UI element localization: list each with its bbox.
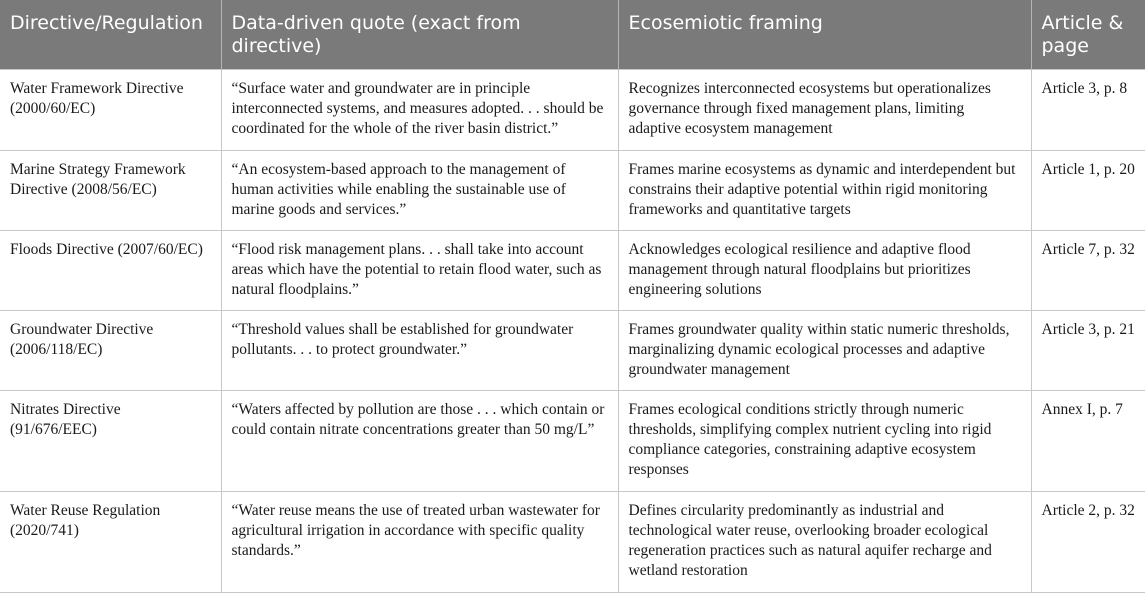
cell-framing: Frames groundwater quality within static numeric thresholds, marginalizing dynamic ecological processes and adaptive groundwater management	[618, 311, 1031, 391]
cell-article: Article 7, p. 32	[1031, 231, 1145, 311]
header-directive: Directive/Regulation	[0, 0, 221, 70]
header-framing: Ecosemiotic framing	[618, 0, 1031, 70]
cell-article: Article 2, p. 32	[1031, 492, 1145, 593]
cell-quote: “Threshold values shall be established for groundwater pollutants. . . to protect groundwater.”	[221, 311, 618, 391]
header-row	[0, 0, 1145, 70]
table-row	[0, 231, 1145, 311]
header-quote: Data-driven quote (exact from directive)	[221, 0, 618, 70]
table-row	[0, 391, 1145, 492]
cell-quote: “Flood risk management plans. . . shall take into account areas which have the potential to retain flood water, such as natural floodplains.”	[221, 231, 618, 311]
header-article: Article & page	[1031, 0, 1145, 70]
cell-framing: Defines circularity predominantly as industrial and technological water reuse, overlooking broader ecological regeneration practices such as natural aquifer recharge and wetland restoration	[618, 492, 1031, 593]
cell-framing: Recognizes interconnected ecosystems but operationalizes governance through fixed management plans, limiting adaptive ecosystem management	[618, 70, 1031, 151]
cell-quote: “Surface water and groundwater are in principle interconnected systems, and measures adopted. . . should be coordinated for the whole of the river basin district.”	[221, 70, 618, 151]
cell-directive: Groundwater Directive (2006/118/EC)	[0, 311, 221, 391]
cell-directive: Nitrates Directive (91/676/EEC)	[0, 391, 221, 492]
cell-framing: Frames marine ecosystems as dynamic and interdependent but constrains their adaptive potential within rigid monitoring frameworks and quantitative targets	[618, 151, 1031, 231]
cell-article: Article 3, p. 21	[1031, 311, 1145, 391]
cell-quote: “Waters affected by pollution are those . . . which contain or could contain nitrate concentrations greater than 50 mg/L”	[221, 391, 618, 492]
cell-directive: Floods Directive (2007/60/EC)	[0, 231, 221, 311]
cell-article: Annex I, p. 7	[1031, 391, 1145, 492]
table-body	[0, 70, 1145, 593]
cell-article: Article 3, p. 8	[1031, 70, 1145, 151]
cell-quote: “An ecosystem-based approach to the management of human activities while enabling the sustainable use of marine goods and services.”	[221, 151, 618, 231]
table-header	[0, 0, 1145, 70]
cell-directive: Water Reuse Regulation (2020/741)	[0, 492, 221, 593]
cell-quote: “Water reuse means the use of treated urban wastewater for agricultural irrigation in accordance with specific quality standards.”	[221, 492, 618, 593]
table-row	[0, 311, 1145, 391]
cell-directive: Water Framework Directive (2000/60/EC)	[0, 70, 221, 151]
cell-directive: Marine Strategy Framework Directive (2008/56/EC)	[0, 151, 221, 231]
table-row	[0, 151, 1145, 231]
cell-article: Article 1, p. 20	[1031, 151, 1145, 231]
cell-framing: Frames ecological conditions strictly through numeric thresholds, simplifying complex nutrient cycling into rigid compliance categories, constraining adaptive ecosystem responses	[618, 391, 1031, 492]
cell-framing: Acknowledges ecological resilience and adaptive flood management through natural floodplains but prioritizes engineering solutions	[618, 231, 1031, 311]
table-row	[0, 492, 1145, 593]
table-row	[0, 70, 1145, 151]
